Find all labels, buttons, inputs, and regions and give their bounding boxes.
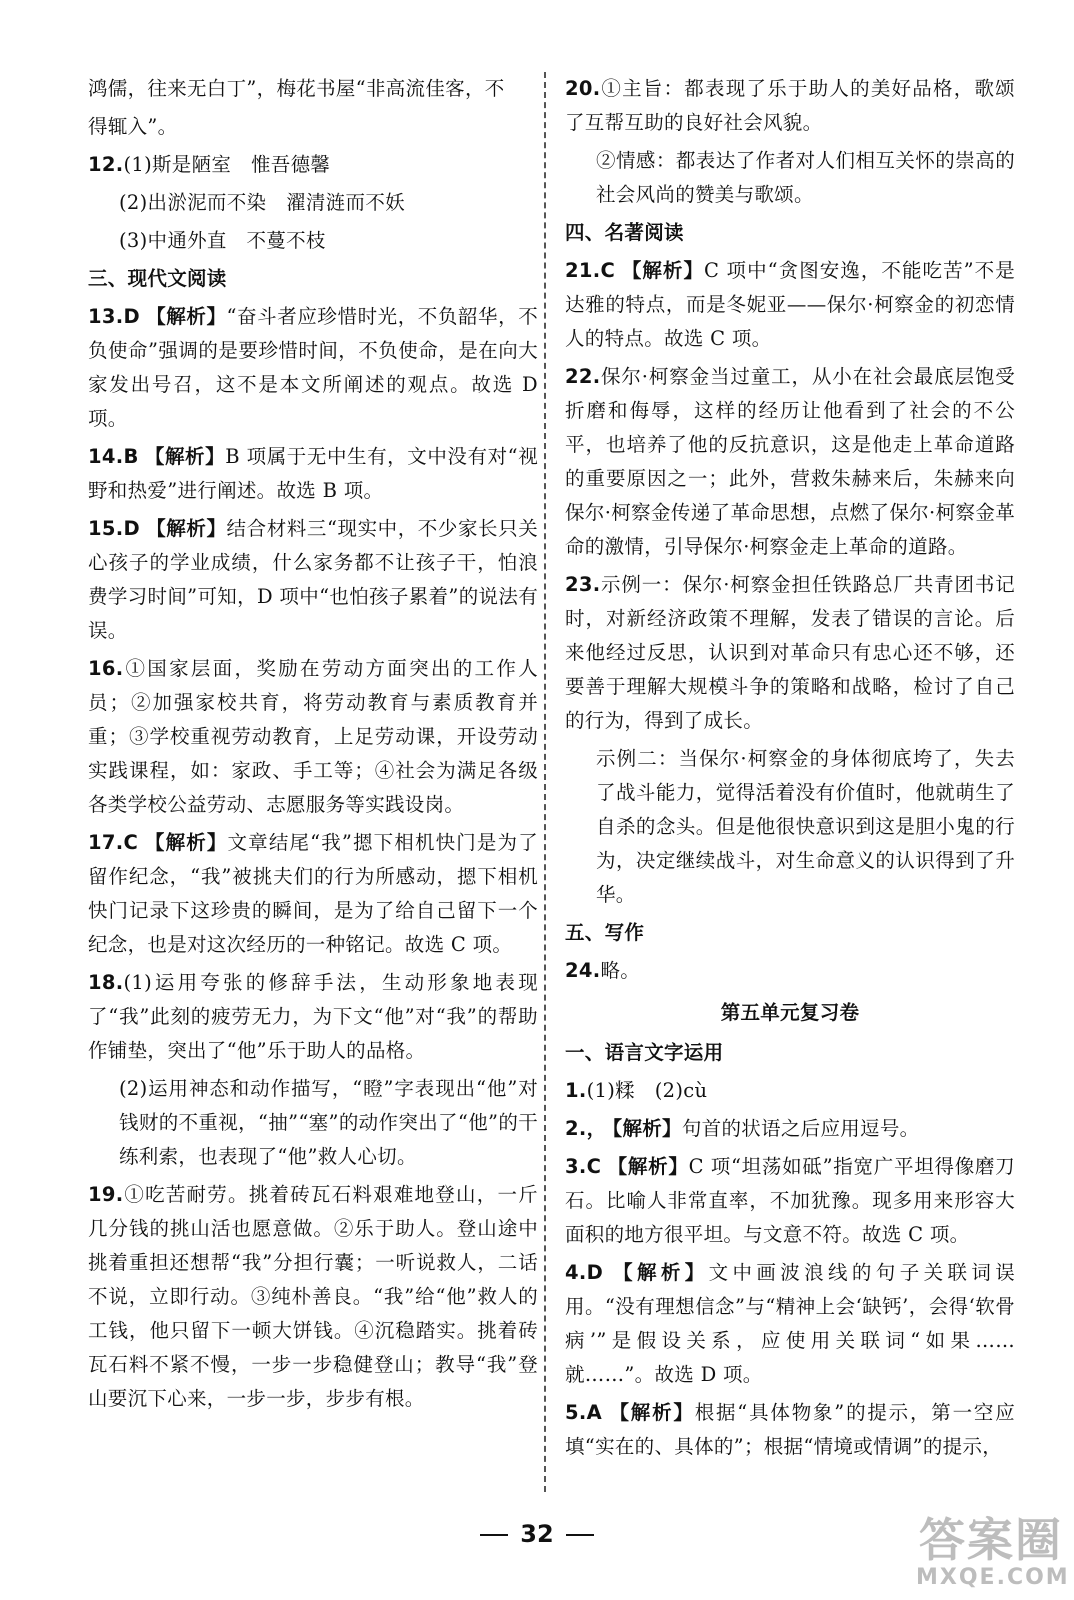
answer-text: ①国家层面，奖励在劳动方面突出的工作人员；②加强家校共育，将劳动教育与素质教育并重；③学校重视劳动教育，上足劳动课，开设劳动实践课程，如：家政、手工等；④社会为满足各级各类学校公益劳动、志愿服务等实践设岗。 [88, 657, 538, 816]
page-number-dash-right [566, 1534, 594, 1536]
question-number: 17. [88, 831, 124, 854]
answer-item [88, 512, 538, 648]
section-heading: 五、写作 [565, 921, 645, 944]
answer-item [565, 1396, 1015, 1464]
watermark-logo [916, 1513, 1070, 1594]
answer-item [88, 224, 538, 258]
answer-item [565, 72, 1015, 140]
answer-item [565, 742, 1015, 912]
answer-item [88, 186, 538, 220]
unit-title: 第五单元复习卷 [720, 1001, 860, 1024]
question-number: 18. [88, 971, 124, 994]
answer-item [565, 568, 1015, 738]
section-heading: 一、语言文字运用 [565, 1041, 724, 1064]
answer-item [88, 148, 538, 182]
answer-item [565, 144, 1015, 212]
answer-item [565, 1150, 1015, 1252]
answer-text: (2)出淤泥而不染 濯清涟而不妖 [119, 191, 405, 214]
answer-item [88, 72, 538, 106]
answer-text: “奋斗者应珍惜时光，不负韶华，不负使命”强调的是要珍惜时间，不负使命，是在向大家发出号召，这不是本文所阐述的观点。故选 D 项。 [88, 305, 538, 430]
answer-text: ①吃苦耐劳。挑着砖瓦石料艰难地登山，一斤几分钱的挑山活也愿意做。②乐于助人。登山途中挑着重担还想帮“我”分担行囊；一听说救人，二话不说，立即行动。③纯朴善良。“我”给“他”救人的工钱，他只留下一顿大饼钱。④沉稳踏实。挑着砖瓦石料不紧不慢，一步一步稳健登山；教导“我”登山要沉下心来，一步一步，步步有根。 [88, 1183, 538, 1410]
answer-choice: C [123, 831, 139, 854]
answer-text: 得辄入”。 [88, 115, 178, 138]
answer-item [88, 1178, 538, 1416]
answer-item [565, 1112, 1015, 1146]
question-number: 2. [565, 1117, 587, 1140]
question-number: 13. [88, 305, 124, 328]
analysis-label: 【解析】 [612, 1117, 682, 1140]
answer-text: 鸿儒，往来无白丁”，梅花书屋“非高流佳客，不 [88, 77, 505, 100]
question-number: 1. [565, 1079, 587, 1102]
question-number: 12. [88, 153, 124, 176]
answer-item [88, 652, 538, 822]
right-column [565, 72, 1015, 1468]
answer-item [565, 360, 1015, 564]
question-number: 4. [565, 1261, 587, 1284]
answer-text: C 项中“贪图安逸，不能吃苦”不是达雅的特点，而是冬妮亚——保尔·柯察金的初恋情人的特点。故选 C 项。 [565, 259, 1015, 350]
analysis-label: 【解析】 [609, 1261, 709, 1284]
question-number: 22. [565, 365, 601, 388]
answer-item [88, 300, 538, 436]
answer-text: (3)中通外直 不蔓不枝 [119, 229, 326, 252]
page-number-text: 32 [520, 1520, 554, 1548]
section-heading: 四、名著阅读 [565, 221, 684, 244]
answer-item [88, 440, 538, 508]
question-number: 19. [88, 1183, 124, 1206]
analysis-label: 【解析】 [145, 517, 227, 540]
question-number: 3. [565, 1155, 587, 1178]
answer-item [565, 1074, 1015, 1108]
left-column [88, 72, 538, 1420]
answer-text: (2)运用神态和动作描写，“瞪”字表现出“他”对钱财的不重视，“抽”“塞”的动作突出了“他”的干练利索，也表现了“他”救人心切。 [119, 1077, 538, 1168]
answer-choice: C [586, 1155, 602, 1178]
answer-choice: ， [586, 1117, 607, 1140]
answer-text: 略。 [600, 959, 641, 982]
page-number-dash-left [480, 1534, 508, 1536]
analysis-label: 【解析】 [607, 1401, 695, 1424]
question-number: 14. [88, 445, 124, 468]
answer-item [88, 110, 538, 144]
answer-choice: D [123, 305, 140, 328]
answer-text: (1)斯是陋室 惟吾德馨 [123, 153, 331, 176]
answer-choice: D [586, 1261, 604, 1284]
answer-text: B 项属于无中生有，文中没有对“视野和热爱”进行阐述。故选 B 项。 [88, 445, 538, 502]
analysis-label: 【解析】 [144, 445, 226, 468]
answer-choice: A [586, 1401, 602, 1424]
answer-item [565, 954, 1015, 988]
analysis-label: 【解析】 [621, 259, 705, 282]
watermark-text: MXQE.COM [916, 1565, 1070, 1590]
answer-text: C 项“坦荡如砥”指宽广平坦得像磨刀石。比喻人非常直率，不加犹豫。现多用来形容大面积的地方很平坦。与文意不符。故选 C 项。 [565, 1155, 1015, 1246]
page-number [0, 1520, 1074, 1548]
answer-choice: C [600, 259, 616, 282]
watermark-glyph: 答案圈 [919, 1513, 1063, 1567]
question-number: 21. [565, 259, 601, 282]
answer-text: (1)运用夸张的修辞手法，生动形象地表现了“我”此刻的疲劳无力，为下文“他”对“我”的帮助作铺垫，突出了“他”乐于助人的品格。 [88, 971, 538, 1062]
column-divider [544, 72, 546, 1492]
question-number: 16. [88, 657, 124, 680]
answer-item [88, 966, 538, 1068]
answer-text: 文中画波浪线的句子关联词误用。“没有理想信念”与“精神上会‘缺钙’，会得‘软骨病’”是假设关系，应使用关联词“如果……就……”。故选 D 项。 [565, 1261, 1015, 1386]
answer-text: ①主旨：都表现了乐于助人的美好品格，歌颂了互帮互助的良好社会风貌。 [565, 77, 1015, 134]
question-number: 24. [565, 959, 601, 982]
analysis-label: 【解析】 [145, 305, 227, 328]
analysis-label: 【解析】 [144, 831, 228, 854]
question-number: 15. [88, 517, 124, 540]
answer-choice: B [123, 445, 139, 468]
answer-text: 文章结尾“我”摁下相机快门是为了留作纪念，“我”被挑夫们的行为所感动，摁下相机快门记录下这珍贵的瞬间，是为了给自己留下一个纪念，也是对这次经历的一种铭记。故选 C 项。 [88, 831, 538, 956]
answer-text: 句首的状语之后应用逗号。 [681, 1117, 920, 1140]
answer-text: 根据“具体物象”的提示，第一空应填“实在的、具体的”；根据“情境或情调”的提示， [565, 1401, 1015, 1458]
answer-item [565, 254, 1015, 356]
question-number: 20. [565, 77, 601, 100]
answer-text: 示例一：保尔·柯察金担任铁路总厂共青团书记时，对新经济政策不理解，发表了错误的言论。后来他经过反思，认识到对革命只有忠心还不够，还要善于理解大规模斗争的策略和战略，检讨了自己的行为，得到了成长。 [565, 573, 1015, 732]
answer-text: 示例二：当保尔·柯察金的身体彻底垮了，失去了战斗能力，觉得活着没有价值时，他就萌生了自杀的念头。但是他很快意识到这是胆小鬼的行为，决定继续战斗，对生命意义的认识得到了升华。 [596, 747, 1015, 906]
answer-item [88, 826, 538, 962]
answer-text: 保尔·柯察金当过童工，从小在社会最底层饱受折磨和侮辱，这样的经历让他看到了社会的不公平，也培养了他的反抗意识，这是他走上革命道路的重要原因之一；此外，营救朱赫来后，朱赫来向保尔·柯察金传递了革命思想，点燃了保尔·柯察金革命的激情，引导保尔·柯察金走上革命的道路。 [565, 365, 1015, 558]
answer-item [565, 1256, 1015, 1392]
question-number: 23. [565, 573, 601, 596]
answer-text: (1)糅 (2)cù [586, 1079, 708, 1102]
question-number: 5. [565, 1401, 587, 1424]
answer-text: 结合材料三“现实中，不少家长只关心孩子的学业成绩，什么家务都不让孩子干，怕浪费学习时间”可知，D 项中“也怕孩子累着”的说法有误。 [88, 517, 538, 642]
answer-choice: D [123, 517, 140, 540]
analysis-label: 【解析】 [607, 1155, 689, 1178]
section-heading: 三、现代文阅读 [88, 267, 227, 290]
answer-text: ②情感：都表达了作者对人们相互关怀的崇高的社会风尚的赞美与歌颂。 [596, 149, 1015, 206]
answer-item [88, 1072, 538, 1174]
